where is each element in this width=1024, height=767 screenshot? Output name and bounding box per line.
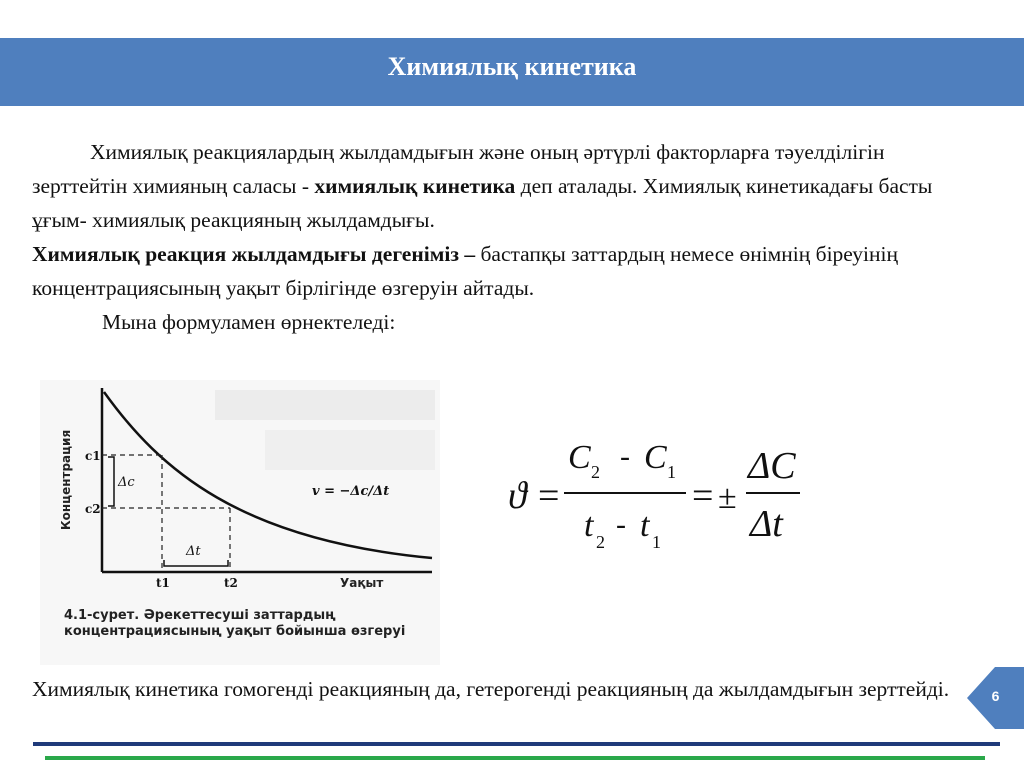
delta-t-denominator: Δt [750,503,783,545]
t1-label: t1 [156,576,170,590]
delta-t-bracket [164,560,228,566]
c2-label: c2 [85,502,101,516]
c2-subscript: 2 [591,462,600,482]
bottom-paragraph: Химиялық кинетика гомогенді реакцияның да, гетерогенді реакцияның да жылдамдығын зерттейді. [32,677,950,701]
delta-c-label: Δc [118,475,135,490]
paragraph-definition-part1: Химиялық реакциялардың жылдамдығын және оның әртүрлі факторларға тәуелділігін зерттейтін химияның саласы - [32,140,885,198]
footer-rule-blue [33,742,1000,746]
paragraph-definition-part2: деп аталады. Химиялық кинетикадағы басты ұғым- химиялық реакцияның жылдамдығы. [32,174,933,232]
page-number: 6 [991,688,1000,704]
term-reaction-rate: Химиялық реакция жылдамдығы дегеніміз – [32,242,476,266]
rate-formula: v = −Δc/Δt [312,484,390,499]
t2-denominator: t [584,507,594,544]
t1-subscript: 1 [652,532,661,552]
slide-title: Химиялық кинетика [387,52,637,81]
title-bar [0,38,1024,106]
faded-background-text [215,390,435,420]
equals-sign-1: = [538,475,560,517]
delta-c-numerator: ΔC [748,445,796,487]
c2-numerator: C [568,439,591,476]
rate-symbol: ϑ [508,475,527,517]
rate-formula-block [500,418,830,568]
figure-caption: 4.1-сурет. Әрекеттесуші заттардың концентрациясының уақыт бойынша өзгеруі [64,608,406,639]
page-number-badge [967,667,1024,729]
plus-minus-sign: ± [718,479,737,516]
term-chemical-kinetics: химиялық кинетика [314,174,516,198]
t1-denominator: t [640,507,650,544]
x-axis-label: Уақыт [340,576,384,590]
equals-sign-2: = [692,475,714,517]
formula-svg [500,418,830,568]
c1-label: c1 [85,449,101,463]
minus-sign-1: - [620,440,630,473]
t2-subscript: 2 [596,532,605,552]
paragraph-rate-definition [32,237,972,305]
paragraph-formula-intro: Мына формуламен өрнектеледі: [102,310,396,334]
paragraph-rate-rest: бастапқы заттардың немесе өнімнің біреуінің концентрациясының уақыт бірлігінде өзгеруін айтады. [32,242,899,300]
c1-subscript: 1 [667,462,676,482]
delta-t-label: Δt [186,544,201,559]
faded-background-text [265,430,435,470]
c1-numerator: C [644,439,667,476]
paragraph-definition [32,135,972,237]
concentration-figure [40,380,440,665]
footer-rule-green [45,756,985,760]
body-text [32,135,972,339]
t2-label: t2 [224,576,238,590]
minus-sign-2: - [616,508,626,541]
y-axis-label: Концентрация [59,429,73,531]
delta-c-bracket [108,457,114,506]
